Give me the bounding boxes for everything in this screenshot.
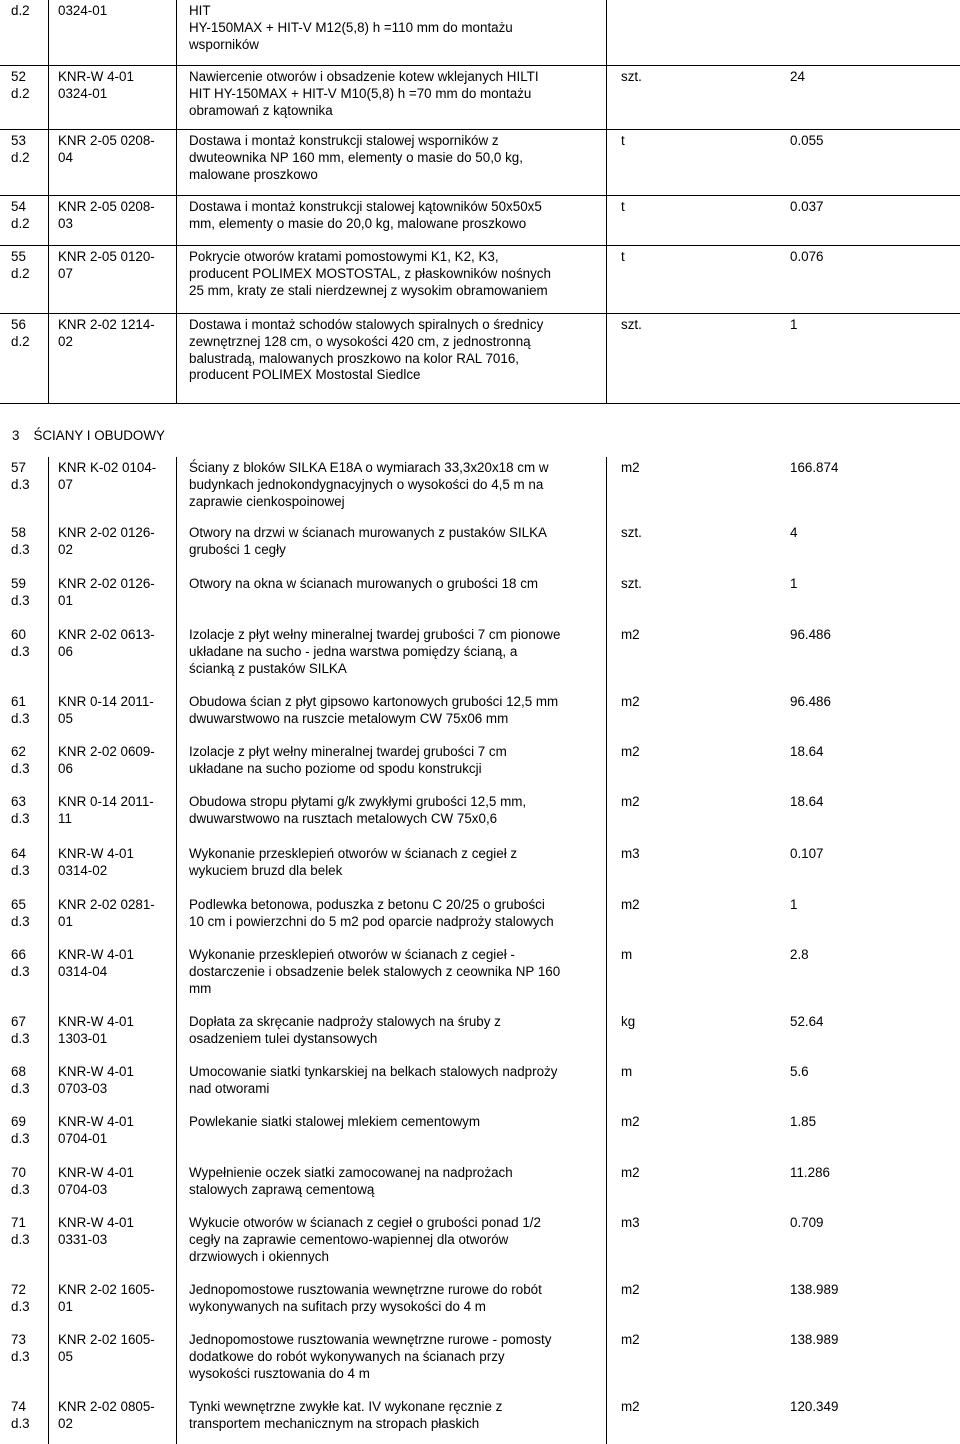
catalog-code: KNR 2-02 1605- 01	[58, 1282, 155, 1314]
item-number: 68 d.3	[11, 1064, 30, 1096]
catalog-code: KNR 2-02 0609- 06	[58, 744, 155, 776]
unit-cell: m2	[621, 1399, 640, 1414]
unit-cell: m2	[621, 1282, 640, 1297]
item-description: Pokrycie otworów kratami pomostowymi K1, K2, K3, producent POLIMEX MOSTOSTAL, z płaskowników nośnych 25 mm, kraty ze stali nierdzewnej z wysokim obramowaniem	[189, 249, 551, 298]
table-row	[0, 130, 960, 196]
quantity-cell: 0.709	[790, 1215, 824, 1230]
catalog-code: KNR 2-05 0120- 07	[58, 249, 155, 281]
table-row	[0, 66, 960, 130]
quantity-cell: 11.286	[790, 1165, 830, 1180]
catalog-code: KNR 0-14 2011- 11	[58, 794, 154, 826]
unit-cell: m2	[621, 694, 640, 709]
catalog-code: KNR 2-02 1605- 05	[58, 1332, 155, 1364]
table-row	[0, 196, 960, 246]
unit-cell: m2	[621, 1332, 640, 1347]
item-number: 63 d.3	[11, 794, 30, 826]
table-row	[0, 1212, 960, 1279]
item-description: Otwory na drzwi w ścianach murowanych z pustaków SILKA grubości 1 cegły	[189, 525, 547, 557]
item-description: Izolacje z płyt wełny mineralnej twardej grubości 7 cm układane na sucho poziome od spodu konstrukcji	[189, 744, 507, 776]
catalog-code: KNR 2-05 0208- 03	[58, 199, 155, 231]
catalog-code: KNR-W 4-01 0703-03	[58, 1064, 134, 1096]
item-number: 56 d.2	[11, 317, 30, 349]
catalog-code: KNR-W 4-01 0331-03	[58, 1215, 134, 1247]
quantity-cell: 138.989	[790, 1332, 839, 1347]
quantity-cell: 2.8	[790, 947, 809, 962]
catalog-code: KNR-W 4-01 0324-01	[58, 69, 134, 101]
unit-cell: szt.	[621, 317, 642, 332]
table-row	[0, 791, 960, 843]
quantity-cell: 1	[790, 576, 798, 591]
unit-cell: m2	[621, 744, 640, 759]
unit-cell: m2	[621, 1114, 640, 1129]
table-row	[0, 0, 960, 66]
catalog-code: KNR 2-02 0281- 01	[58, 897, 155, 929]
item-description: Umocowanie siatki tynkarskiej na belkach stalowych nadproży nad otworami	[189, 1064, 558, 1096]
quantity-cell: 52.64	[790, 1014, 824, 1029]
item-description: Wykonanie przesklepień otworów w ścianach z cegieł - dostarczenie i obsadzenie belek stalowych z ceownika NP 160 mm	[189, 947, 561, 996]
item-description: Powlekanie siatki stalowej mlekiem cementowym	[189, 1114, 480, 1129]
item-number: 73 d.3	[11, 1332, 30, 1364]
item-description: Otwory na okna w ścianach murowanych o grubości 18 cm	[189, 576, 539, 591]
table-row	[0, 573, 960, 624]
catalog-code: KNR 2-02 0805- 02	[58, 1399, 155, 1431]
table-row	[0, 741, 960, 791]
item-number: 71 d.3	[11, 1215, 30, 1247]
item-description: HIT HY-150MAX + HIT-V M12(5,8) h =110 mm do montażu wsporników	[189, 3, 513, 52]
table-row	[0, 522, 960, 573]
item-description: Jednopomostowe rusztowania wewnętrzne rurowe - pomosty dodatkowe do robót wykonywanych na ścianach przy wysokości rusztowania do 4 m	[189, 1332, 552, 1381]
table-row	[0, 1329, 960, 1396]
section-title: ŚCIANY I OBUDOWY	[33, 428, 165, 443]
item-number: 65 d.3	[11, 897, 30, 929]
item-number: 70 d.3	[11, 1165, 30, 1197]
table-row	[0, 624, 960, 691]
section-heading	[12, 427, 179, 444]
catalog-code: KNR 2-02 0613- 06	[58, 627, 155, 659]
item-number: 58 d.3	[11, 525, 30, 557]
unit-cell: m3	[621, 1215, 640, 1230]
quantity-cell: 138.989	[790, 1282, 839, 1297]
item-number: 66 d.3	[11, 947, 30, 979]
catalog-code: KNR-W 4-01 0704-01	[58, 1114, 134, 1146]
quantity-cell: 166.874	[790, 460, 839, 475]
item-number: 67 d.3	[11, 1014, 30, 1046]
item-description: Jednopomostowe rusztowania wewnętrzne rurowe do robót wykonywanych na sufitach przy wysokości do 4 m	[189, 1282, 542, 1314]
catalog-code: KNR-W 4-01 0704-03	[58, 1165, 134, 1197]
item-number: 55 d.2	[11, 249, 30, 281]
item-number: 74 d.3	[11, 1399, 30, 1431]
item-description: Dostawa i montaż schodów stalowych spiralnych o średnicy zewnętrznej 128 cm, o wysokości 420 cm, z jednostronną balustradą, malowanych proszkowo na kolor RAL 7016, producent POLIMEX Mostostal Siedlce	[189, 317, 544, 383]
table-row	[0, 1162, 960, 1212]
item-number: d.2	[11, 3, 30, 18]
quantity-cell: 1.85	[790, 1114, 817, 1129]
item-number: 52 d.2	[11, 69, 30, 101]
table-row	[0, 1279, 960, 1329]
quantity-cell: 1	[790, 317, 798, 332]
item-number: 72 d.3	[11, 1282, 30, 1314]
quantity-cell: 0.107	[790, 846, 824, 861]
catalog-code: KNR-W 4-01 0314-02	[58, 846, 134, 878]
quantity-cell: 0.037	[790, 199, 824, 214]
item-number: 62 d.3	[11, 744, 30, 776]
table-row	[0, 843, 960, 894]
unit-cell: szt.	[621, 69, 642, 84]
catalog-code: KNR 2-02 1214- 02	[58, 317, 155, 349]
table-row	[0, 1396, 960, 1444]
catalog-code: KNR K-02 0104- 07	[58, 460, 157, 492]
table-row	[0, 1061, 960, 1111]
item-description: Nawiercenie otworów i obsadzenie kotew wklejanych HILTI HIT HY-150MAX + HIT-V M10(5,8) h =70 mm do montażu obramowań z kątownika	[189, 69, 539, 118]
table-row	[0, 246, 960, 314]
unit-cell: szt.	[621, 525, 642, 540]
quantity-cell: 1	[790, 897, 798, 912]
table-row	[0, 691, 960, 741]
unit-cell: kg	[621, 1014, 636, 1029]
section-number: 3	[12, 428, 20, 443]
item-number: 59 d.3	[11, 576, 30, 608]
item-number: 69 d.3	[11, 1114, 30, 1146]
item-description: Obudowa ścian z płyt gipsowo kartonowych grubości 12,5 mm dwuwarstwowo na ruszcie metalowym CW 75x06 mm	[189, 694, 559, 726]
table-row	[0, 457, 960, 522]
quantity-cell: 120.349	[790, 1399, 839, 1414]
unit-cell: t	[621, 199, 625, 214]
unit-cell: m2	[621, 627, 640, 642]
unit-cell: m3	[621, 846, 640, 861]
unit-cell: m	[621, 947, 633, 962]
catalog-code: KNR 2-02 0126- 01	[58, 576, 155, 608]
item-description: Dopłata za skręcanie nadproży stalowych na śruby z osadzeniem tulei dystansowych	[189, 1014, 501, 1046]
quantity-cell: 5.6	[790, 1064, 809, 1079]
quantity-cell: 18.64	[790, 794, 824, 809]
item-description: Obudowa stropu płytami g/k zwykłymi grubości 12,5 mm, dwuwarstwowo na rusztach metalowych CW 75x0,6	[189, 794, 527, 826]
unit-cell: m2	[621, 460, 640, 475]
catalog-code: KNR 2-05 0208- 04	[58, 133, 155, 165]
item-description: Podlewka betonowa, poduszka z betonu C 20/25 o grubości 10 cm i powierzchni do 5 m2 pod oparcie nadproży stalowych	[189, 897, 554, 929]
catalog-code: KNR 0-14 2011- 05	[58, 694, 154, 726]
table-row	[0, 894, 960, 944]
item-description: Wykucie otworów w ścianach z cegieł o grubości ponad 1/2 cegły na zaprawie cementowo-wapiennej dla otworów drzwiowych i okiennych	[189, 1215, 541, 1264]
catalog-code: KNR 2-02 0126- 02	[58, 525, 155, 557]
catalog-code: 0324-01	[58, 3, 108, 18]
quantity-cell: 0.055	[790, 133, 824, 148]
unit-cell: szt.	[621, 576, 642, 591]
item-description: Izolacje z płyt wełny mineralnej twardej grubości 7 cm pionowe układane na sucho - jedna warstwa pomiędzy ścianą, a ścianką z pustaków SILKA	[189, 627, 561, 676]
catalog-code: KNR-W 4-01 0314-04	[58, 947, 134, 979]
item-description: Wykonanie przesklepień otworów w ścianach z cegieł z wykuciem bruzd dla belek	[189, 846, 518, 878]
item-number: 60 d.3	[11, 627, 30, 659]
table-row	[0, 314, 960, 404]
item-description: Dostawa i montaż konstrukcji stalowej kątowników 50x50x5 mm, elementy o masie do 20,0 kg, malowane proszkowo	[189, 199, 542, 231]
table-row	[0, 1011, 960, 1061]
unit-cell: m2	[621, 794, 640, 809]
item-description: Dostawa i montaż konstrukcji stalowej wsporników z dwuteownika NP 160 mm, elementy o masie do 50,0 kg, malowane proszkowo	[189, 133, 523, 182]
item-number: 64 d.3	[11, 846, 30, 878]
quantity-cell: 4	[790, 525, 798, 540]
item-number: 61 d.3	[11, 694, 30, 726]
item-description: Ściany z bloków SILKA E18A o wymiarach 33,3x20x18 cm w budynkach jednokondygnacyjnych o wysokości do 4,5 m na zaprawie cienkospoinowej	[189, 460, 549, 509]
quantity-cell: 18.64	[790, 744, 824, 759]
quantity-cell: 96.486	[790, 694, 831, 709]
item-number: 57 d.3	[11, 460, 30, 492]
item-description: Wypełnienie oczek siatki zamocowanej na nadprożach stalowych zaprawą cementową	[189, 1165, 513, 1197]
catalog-code: KNR-W 4-01 1303-01	[58, 1014, 134, 1046]
quantity-cell: 96.486	[790, 627, 831, 642]
table-row	[0, 1111, 960, 1162]
unit-cell: m2	[621, 1165, 640, 1180]
item-description: Tynki wewnętrzne zwykłe kat. IV wykonane ręcznie z transportem mechanicznym na stropach płaskich	[189, 1399, 503, 1431]
unit-cell: t	[621, 133, 625, 148]
unit-cell: m2	[621, 897, 640, 912]
table-row	[0, 944, 960, 1011]
item-number: 54 d.2	[11, 199, 30, 231]
quantity-cell: 24	[790, 69, 805, 84]
quantity-cell: 0.076	[790, 249, 824, 264]
item-number: 53 d.2	[11, 133, 30, 165]
unit-cell: t	[621, 249, 625, 264]
unit-cell: m	[621, 1064, 633, 1079]
